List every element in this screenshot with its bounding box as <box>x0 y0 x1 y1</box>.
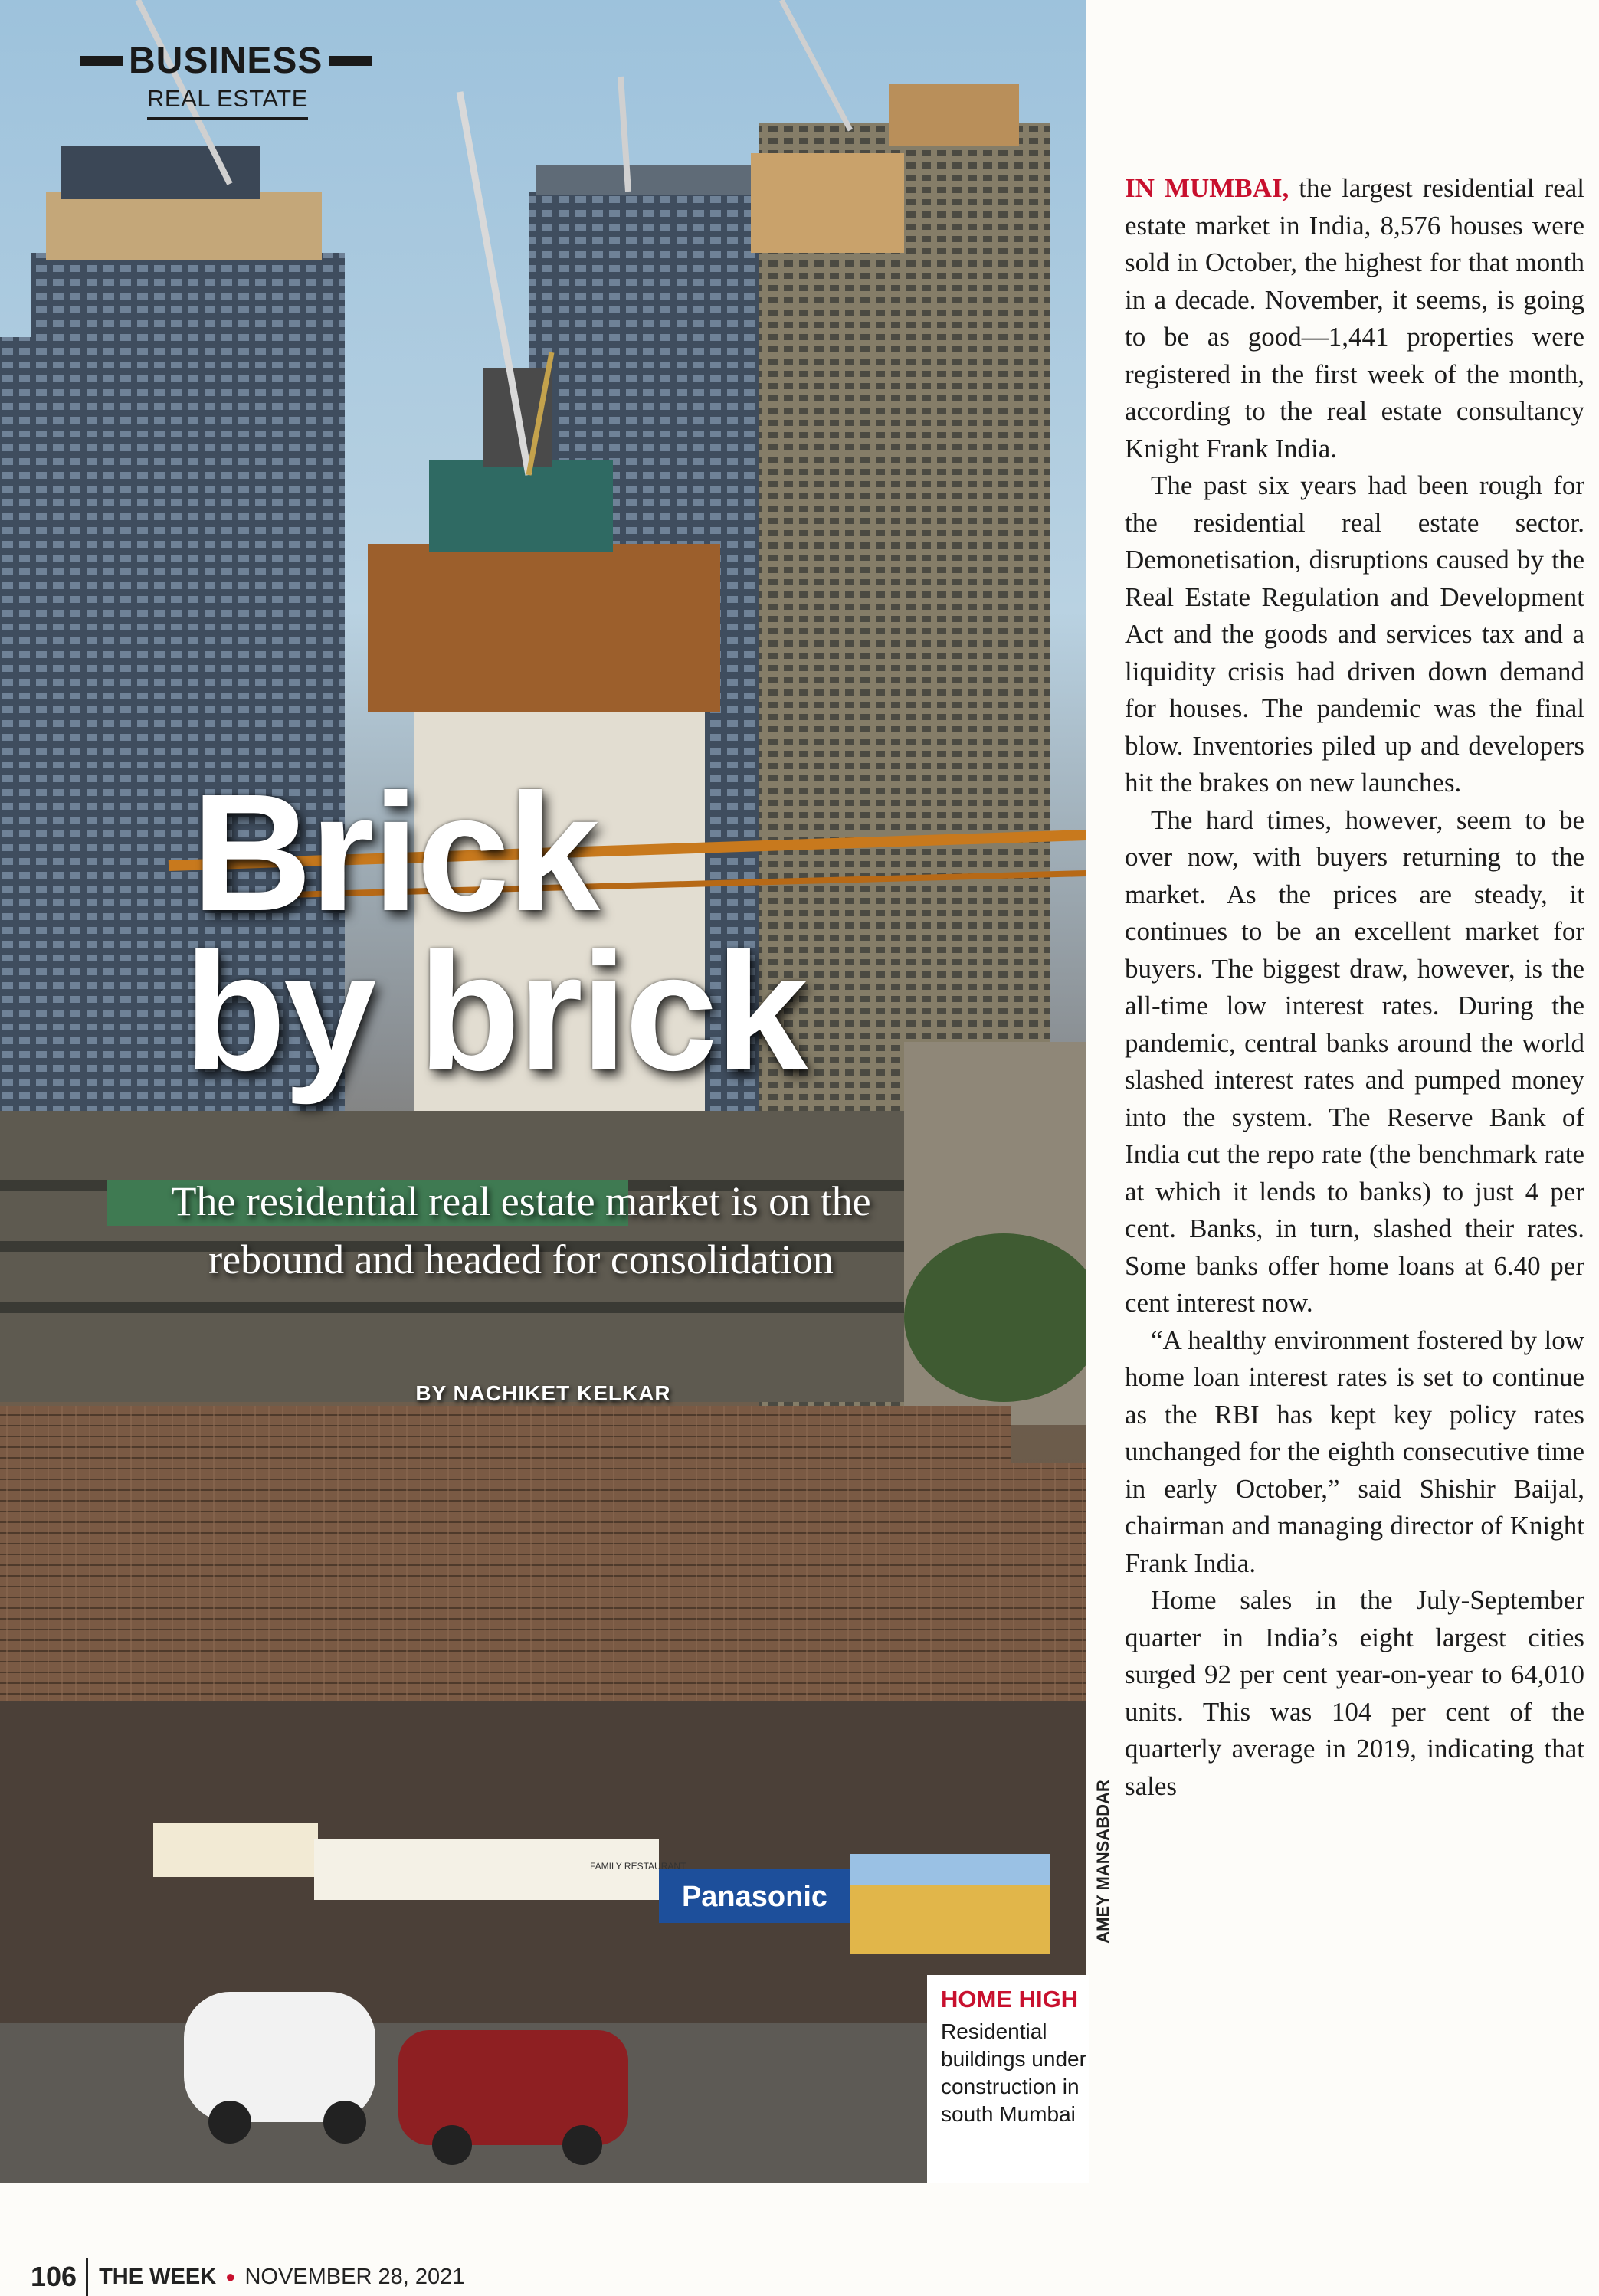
headline <box>184 760 1057 1105</box>
article-column <box>1125 170 1584 1805</box>
section-label <box>80 40 372 120</box>
article-lead: IN MUMBAI, <box>1125 173 1289 203</box>
article-paragraph-2: The past six years had been rough for the residential real estate sector. Demonetisation, disruptions caused by the Real Estate Regulation and Development Act and the goods and services tax and a liquidity crisis had driven down demand for houses. The pandemic was the final blow. Inventories piled up and developers hit the brakes on new launches. <box>1125 470 1584 798</box>
section-title <box>80 40 372 82</box>
article-paragraph-4: “A healthy environment fostered by low home loan interest rates is set to continue as the RBI has kept key policy rates unchanged for the eighth consecutive time in early October,” said Shishir Baijal, chairman and managing director of Knight Frank India. <box>1125 1325 1584 1578</box>
headline-line-2: by brick <box>184 919 807 1105</box>
deck: The residential real estate market is on the rebound and headed for consolidation <box>171 1178 871 1282</box>
issue-date: NOVEMBER 28, 2021 <box>244 2264 465 2289</box>
footer-divider <box>86 2258 88 2296</box>
byline: BY NACHIKET KELKAR <box>415 1381 671 1405</box>
caption-body: Residential buildings under construction in south Mumbai <box>941 2019 1086 2126</box>
caption-head: HOME HIGH <box>941 1986 1079 2013</box>
left-rule <box>80 56 123 66</box>
article-p1-text: the largest residential real estate market in India, 8,576 houses were sold in October, the highest for that month in a decade. November, it seems, is going to be as good—1,441 properties were registered in the first week of the month, according to the real estate consultancy Knight Frank India. <box>1125 173 1584 463</box>
headline-line-1: Brick <box>192 760 598 946</box>
panasonic-sign: Panasonic <box>681 1881 828 1913</box>
bullet-icon: ● <box>225 2267 236 2286</box>
magazine-name: THE WEEK <box>99 2264 217 2289</box>
section-main: BUSINESS <box>129 41 323 81</box>
right-rule <box>329 56 372 66</box>
page-number: 106 <box>31 2261 77 2292</box>
family-restaurant-sign: FAMILY RESTAURANT <box>590 1861 686 1872</box>
article-paragraph-1 <box>1125 170 1584 467</box>
article-paragraph-5: Home sales in the July-September quarter in India’s eight largest cities surged 92 per cent year-on-year to 64,010 units. This was 104 per cent of the quarterly average in 2019, indicating that sales <box>1125 1585 1584 1801</box>
page-footer <box>31 2261 465 2292</box>
photo-credit-text: AMEY MANSABDAR <box>1093 1780 1112 1944</box>
section-sub: REAL ESTATE <box>147 85 308 120</box>
photo-credit <box>1088 1739 1119 1984</box>
article-paragraph-3: The hard times, however, seem to be over now, with buyers returning to the market. As the prices are steady, it continues to be an excellent market for buyers. The biggest draw, however, is the all-time low interest rates. During the pandemic, central banks around the world slashed interest rates and pumped money into the system. The Reserve Bank of India cut the repo rate (the benchmark rate at which it lends to banks) to just 4 per cent. Banks, in turn, slashed their rates. Some banks offer home loans at 6.40 per cent interest now. <box>1125 804 1584 1318</box>
photo-caption <box>927 1975 1089 2183</box>
